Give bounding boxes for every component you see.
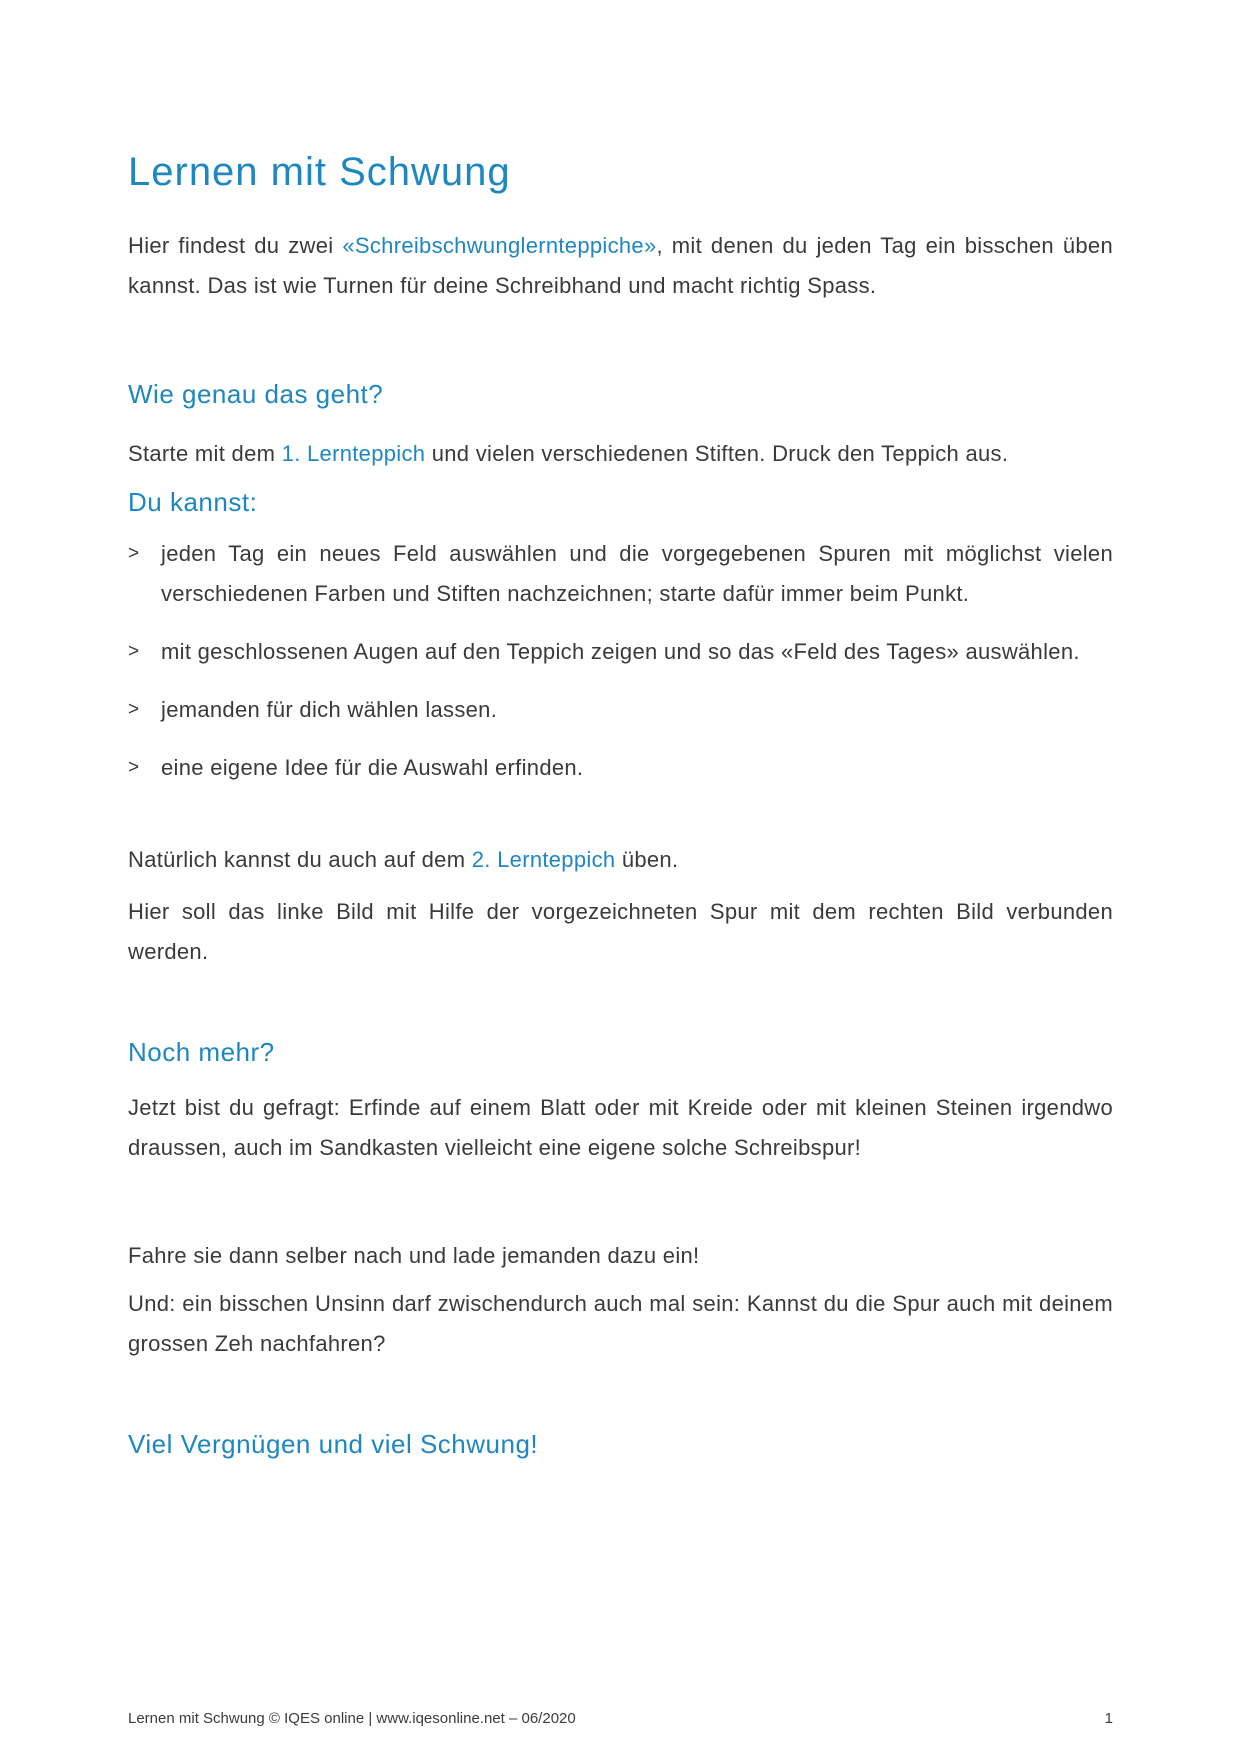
- bullet-text: mit geschlossenen Augen auf den Teppich zeigen und so das «Feld des Tages» auswählen.: [161, 639, 1080, 664]
- list-item: [128, 690, 1113, 730]
- second-teppich-description: Hier soll das linke Bild mit Hilfe der vorgezeichneten Spur mit dem rechten Bild verbunden werden.: [128, 899, 1113, 964]
- intro-text-before: Hier findest du zwei: [128, 233, 343, 258]
- page-title: Lernen mit Schwung: [128, 150, 511, 194]
- bullet-marker: >: [128, 757, 140, 778]
- nonsense-paragraph: Und: ein bisschen Unsinn darf zwischendurch auch mal sein: Kannst du die Spur auch mit deinem grossen Zeh nachfahren?: [128, 1291, 1113, 1356]
- page-number: 1: [1104, 1710, 1113, 1727]
- footer-text: Lernen mit Schwung © IQES online | www.iqesonline.net – 06/2020: [128, 1710, 576, 1727]
- lernteppich-2-link[interactable]: 2. Lernteppich: [471, 847, 616, 872]
- section-heading-you-can: Du kannst:: [128, 487, 258, 517]
- bullet-text: jemanden für dich wählen lassen.: [161, 697, 498, 722]
- start-text-before: Starte mit dem: [128, 441, 282, 466]
- closing-line: Viel Vergnügen und viel Schwung!: [128, 1429, 539, 1459]
- section-heading-more: Noch mehr?: [128, 1037, 275, 1067]
- second-teppich-text-before: Natürlich kannst du auch auf dem: [128, 847, 472, 872]
- more-paragraph: Jetzt bist du gefragt: Erfinde auf einem Blatt oder mit Kreide oder mit kleinen Steinen irgendwo draussen, auch im Sandkasten vielleicht eine eigene solche Schreibspur!: [128, 1095, 1113, 1160]
- section-heading-how: Wie genau das geht?: [128, 379, 384, 409]
- second-teppich-text-after: üben.: [615, 847, 679, 872]
- second-teppich-paragraph: [128, 840, 1113, 880]
- invite-paragraph: Fahre sie dann selber nach und lade jemanden dazu ein!: [128, 1243, 700, 1268]
- list-item: [128, 632, 1113, 672]
- start-text-after: und vielen verschiedenen Stiften. Druck den Teppich aus.: [425, 441, 1009, 466]
- bullet-marker: >: [128, 699, 140, 720]
- intro-paragraph: [128, 226, 1113, 306]
- lernteppich-1-link[interactable]: 1. Lernteppich: [281, 441, 426, 466]
- bullet-list: [128, 534, 1113, 788]
- page-footer: [128, 1710, 1113, 1728]
- start-paragraph: [128, 434, 1113, 474]
- bullet-marker: >: [128, 543, 140, 564]
- intro-text-after: , mit denen du jeden Tag ein bisschen üben kannst. Das ist wie Turnen für deine Schreibhand und macht richtig Spass.: [128, 233, 1114, 298]
- list-item: [128, 748, 1113, 788]
- bullet-marker: >: [128, 641, 140, 662]
- schreibschwunglernteppiche-link[interactable]: «Schreibschwunglernteppiche»: [342, 233, 657, 258]
- list-item: [128, 534, 1113, 614]
- bullet-text: eine eigene Idee für die Auswahl erfinden.: [161, 755, 584, 780]
- bullet-text: jeden Tag ein neues Feld auswählen und die vorgegebenen Spuren mit möglichst vielen verschiedenen Farben und Stiften nachzeichnen; starte dafür immer beim Punkt.: [161, 541, 1113, 606]
